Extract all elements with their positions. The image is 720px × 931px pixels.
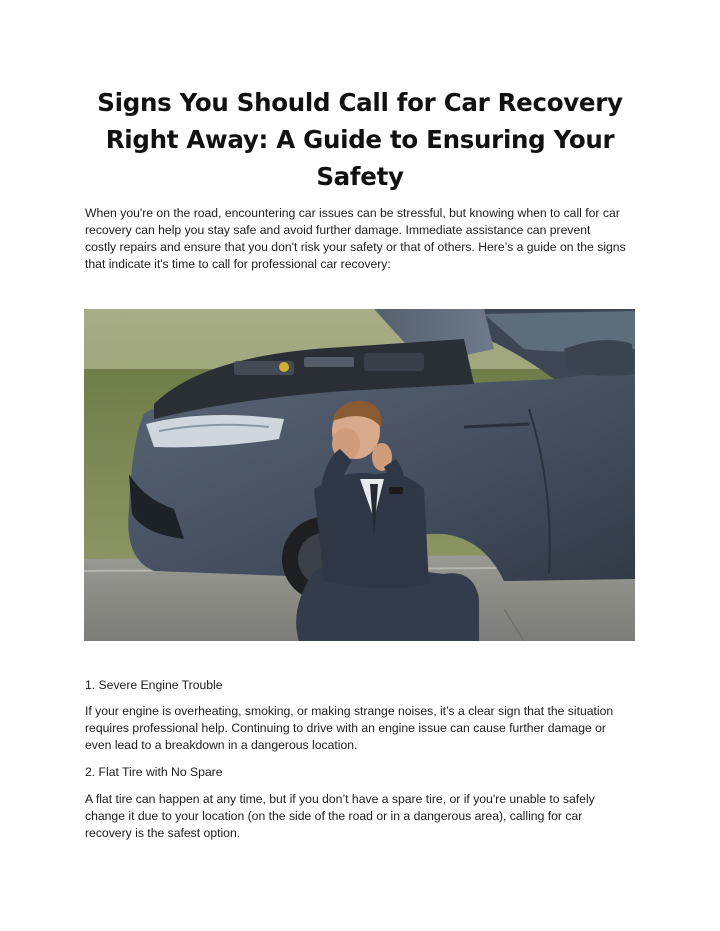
section-2-line-1: A flat tire can happen at any time, but if you don’t have a spare tire, or if you're unable to safely bbox=[85, 792, 595, 806]
section-1-line-1: If your engine is overheating, smoking, or making strange noises, it’s a clear sign that the situation bbox=[85, 704, 614, 718]
section-2-heading-text: 2. Flat Tire with No Spare bbox=[85, 765, 223, 779]
intro-line-1: When you're on the road, encountering car issues can be stressful, but knowing when to call for car bbox=[85, 206, 620, 220]
section-1-line-2: requires professional help. Continuing to drive with an engine issue can cause further damage or bbox=[85, 721, 606, 735]
section-2-paragraph bbox=[85, 791, 645, 842]
intro-line-3: costly repairs and ensure that you don't risk your safety or that of others. Here’s a guide on the signs bbox=[85, 240, 626, 254]
section-2-line-2: change it due to your location (on the side of the road or in a dangerous area), calling for car bbox=[85, 809, 583, 823]
section-2-line-3: recovery is the safest option. bbox=[85, 826, 241, 840]
intro-line-2: recovery can help you stay safe and avoid further damage. Immediate assistance can prevent bbox=[85, 223, 591, 237]
section-2-heading bbox=[85, 764, 645, 781]
intro-line-4: that indicate it's time to call for professional car recovery: bbox=[85, 257, 391, 271]
section-1-heading bbox=[85, 677, 645, 694]
title-line-3: Safety bbox=[316, 162, 404, 191]
article-title bbox=[84, 84, 636, 195]
car-breakdown-photo bbox=[84, 309, 635, 641]
section-1-heading-text: 1. Severe Engine Trouble bbox=[85, 678, 223, 692]
title-line-1: Signs You Should Call for Car Recovery bbox=[97, 88, 623, 117]
title-line-2: Right Away: A Guide to Ensuring Your bbox=[105, 125, 615, 154]
intro-paragraph bbox=[85, 205, 645, 273]
section-1-line-3: even lead to a breakdown in a dangerous location. bbox=[85, 738, 358, 752]
section-1-paragraph bbox=[85, 703, 645, 754]
